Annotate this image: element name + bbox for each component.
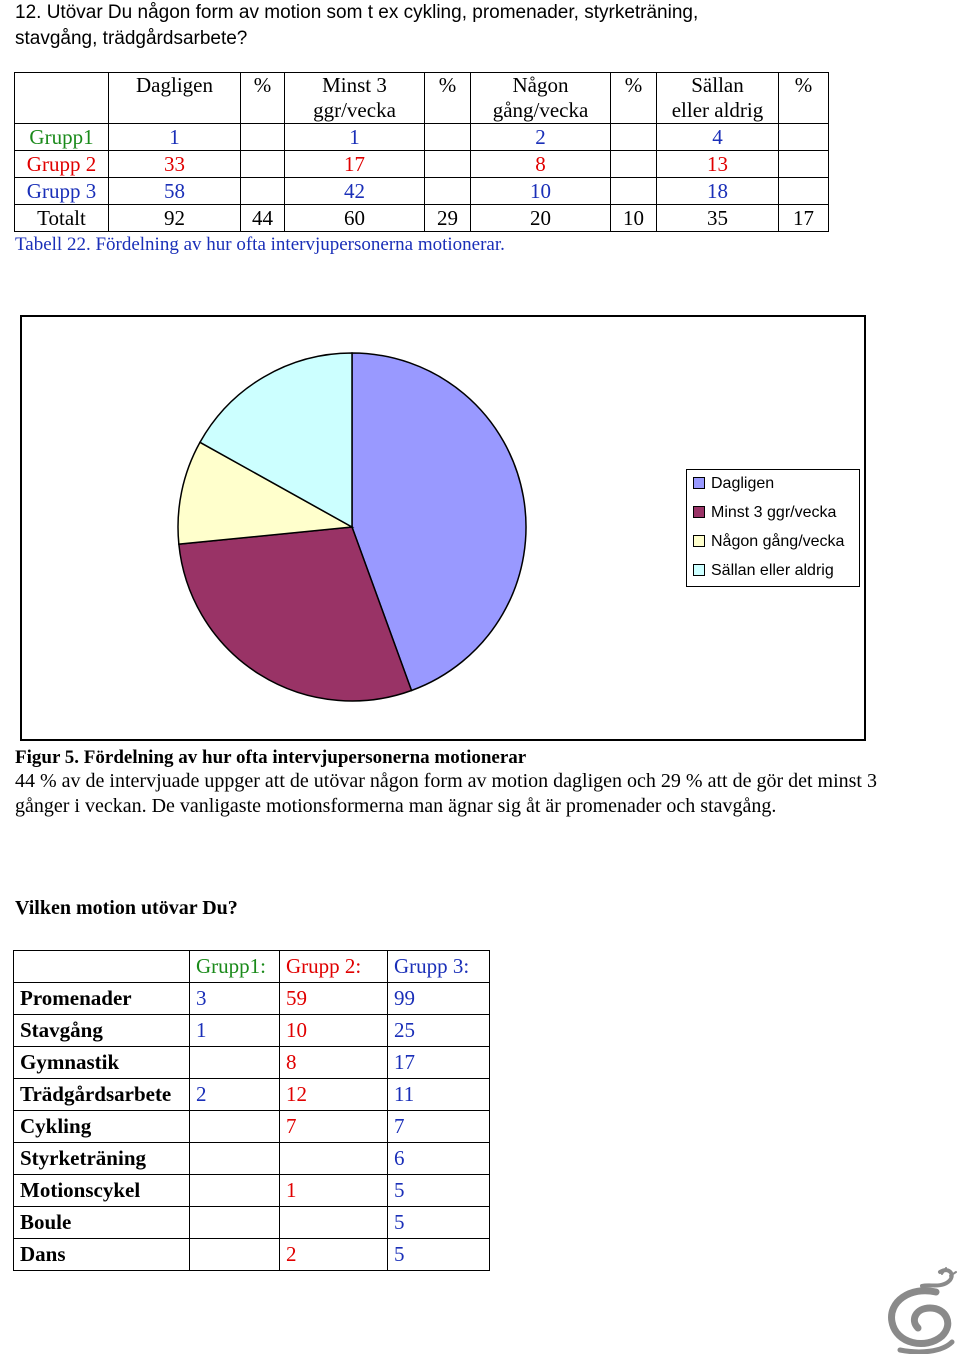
exercise-name: Stavgång xyxy=(14,1015,190,1047)
grupp1-value: 2 xyxy=(190,1079,280,1111)
exercise-name: Gymnastik xyxy=(14,1047,190,1079)
dragon-swirl-logo-icon xyxy=(880,1262,958,1354)
exercise-header-cell: Grupp 3: xyxy=(388,951,490,983)
exercise-name: Styrketräning xyxy=(14,1143,190,1175)
grupp2-value: 59 xyxy=(280,983,388,1015)
table-row-total xyxy=(15,205,829,232)
legend-item xyxy=(693,532,844,552)
row-label: Grupp1 xyxy=(15,124,109,151)
table-cell: 10 xyxy=(471,178,611,205)
legend-label: Dagligen xyxy=(711,475,775,492)
table-cell xyxy=(611,124,657,151)
freq-header-cell: % xyxy=(611,73,657,124)
body-paragraph: 44 % av de intervjuade uppger att de utövar någon form av motion dagligen och 29 % att de gör det minst 3 gånger i veckan. De vanligaste motionsformerna man ägnar sig åt är promenader och stavgång. xyxy=(15,770,877,817)
grupp1-value: 3 xyxy=(190,983,280,1015)
table-cell: 29 xyxy=(425,205,471,232)
legend-item xyxy=(693,474,774,494)
table-cell xyxy=(425,124,471,151)
table-row xyxy=(15,178,829,205)
freq-header-cell: Någon gång/vecka xyxy=(471,73,611,124)
exercise-name: Cykling xyxy=(14,1111,190,1143)
grupp3-value: 5 xyxy=(388,1175,490,1207)
table-cell: 42 xyxy=(285,178,425,205)
table-row xyxy=(14,1047,490,1079)
grupp3-value: 5 xyxy=(388,1207,490,1239)
frequency-table xyxy=(14,72,829,232)
freq-header-cell: % xyxy=(241,73,285,124)
table-cell: 58 xyxy=(109,178,241,205)
grupp2-value: 8 xyxy=(280,1047,388,1079)
table-cell: 10 xyxy=(611,205,657,232)
exercise-header-cell: Grupp 2: xyxy=(280,951,388,983)
section-title: Vilken motion utövar Du? xyxy=(15,897,238,919)
exercise-header-row xyxy=(14,951,490,983)
table-row xyxy=(14,1079,490,1111)
table-row xyxy=(14,1143,490,1175)
exercise-name: Dans xyxy=(14,1239,190,1271)
chart-legend xyxy=(686,469,860,587)
grupp3-value: 5 xyxy=(388,1239,490,1271)
table-cell: 17 xyxy=(285,151,425,178)
table-cell: 18 xyxy=(657,178,779,205)
grupp1-value xyxy=(190,1143,280,1175)
freq-header-cell: Minst 3 ggr/vecka xyxy=(285,73,425,124)
table-row xyxy=(14,1111,490,1143)
table-row xyxy=(14,1175,490,1207)
grupp1-value xyxy=(190,1111,280,1143)
legend-swatch xyxy=(693,477,705,489)
table-cell: 92 xyxy=(109,205,241,232)
grupp1-value xyxy=(190,1207,280,1239)
frequency-header-row xyxy=(15,73,829,124)
grupp3-value: 7 xyxy=(388,1111,490,1143)
freq-header-cell: Sällan eller aldrig xyxy=(657,73,779,124)
table-cell: 13 xyxy=(657,151,779,178)
grupp2-value: 1 xyxy=(280,1175,388,1207)
legend-label: Någon gång/vecka xyxy=(711,533,845,550)
table-cell: 8 xyxy=(471,151,611,178)
table-cell xyxy=(241,178,285,205)
grupp1-value xyxy=(190,1239,280,1271)
table-cell xyxy=(779,151,829,178)
exercise-header-cell xyxy=(14,951,190,983)
exercise-header-cell: Grupp1: xyxy=(190,951,280,983)
table-cell: 17 xyxy=(779,205,829,232)
legend-item xyxy=(693,561,834,581)
grupp3-value: 25 xyxy=(388,1015,490,1047)
grupp2-value: 12 xyxy=(280,1079,388,1111)
row-label: Grupp 2 xyxy=(15,151,109,178)
legend-swatch xyxy=(693,506,705,518)
table-cell: 35 xyxy=(657,205,779,232)
table-row xyxy=(14,1015,490,1047)
table-cell: 33 xyxy=(109,151,241,178)
table-row xyxy=(15,151,829,178)
table-cell xyxy=(241,151,285,178)
grupp3-value: 17 xyxy=(388,1047,490,1079)
table-cell: 1 xyxy=(109,124,241,151)
grupp3-value: 11 xyxy=(388,1079,490,1111)
table-row xyxy=(14,983,490,1015)
table-cell: 20 xyxy=(471,205,611,232)
table-cell xyxy=(611,151,657,178)
legend-item xyxy=(693,503,836,523)
table-row xyxy=(14,1239,490,1271)
table-cell xyxy=(779,124,829,151)
grupp3-value: 6 xyxy=(388,1143,490,1175)
grupp1-value xyxy=(190,1175,280,1207)
freq-header-cell: Dagligen xyxy=(109,73,241,124)
table-cell xyxy=(779,178,829,205)
exercise-name: Promenader xyxy=(14,983,190,1015)
figure-caption: Figur 5. Fördelning av hur ofta intervjupersonerna motionerar xyxy=(15,747,527,768)
table-cell: 2 xyxy=(471,124,611,151)
grupp1-value: 1 xyxy=(190,1015,280,1047)
table-caption: Tabell 22. Fördelning av hur ofta intervjupersonerna motionerar. xyxy=(15,234,505,255)
legend-label: Sällan eller aldrig xyxy=(711,562,834,579)
pie-chart xyxy=(20,315,866,741)
table-cell xyxy=(611,178,657,205)
table-cell xyxy=(425,178,471,205)
grupp1-value xyxy=(190,1047,280,1079)
freq-header-cell: % xyxy=(425,73,471,124)
legend-swatch xyxy=(693,535,705,547)
question-line-2: stavgång, trädgårdsarbete? xyxy=(15,28,248,49)
table-cell xyxy=(425,151,471,178)
grupp2-value: 2 xyxy=(280,1239,388,1271)
table-row xyxy=(14,1207,490,1239)
freq-header-cell xyxy=(15,73,109,124)
exercise-table-body xyxy=(14,983,490,1271)
table-cell: 4 xyxy=(657,124,779,151)
table-row xyxy=(15,124,829,151)
grupp2-value xyxy=(280,1143,388,1175)
grupp2-value xyxy=(280,1207,388,1239)
table-cell: 1 xyxy=(285,124,425,151)
exercise-table xyxy=(13,950,490,1271)
grupp2-value: 10 xyxy=(280,1015,388,1047)
table-cell: 44 xyxy=(241,205,285,232)
row-label: Totalt xyxy=(15,205,109,232)
grupp3-value: 99 xyxy=(388,983,490,1015)
legend-label: Minst 3 ggr/vecka xyxy=(711,504,837,521)
freq-header-cell: % xyxy=(779,73,829,124)
question-line-1: 12. Utövar Du någon form av motion som t ex cykling, promenader, styrketräning, xyxy=(15,2,699,23)
legend-swatch xyxy=(693,564,705,576)
grupp2-value: 7 xyxy=(280,1111,388,1143)
table-cell xyxy=(241,124,285,151)
exercise-name: Motionscykel xyxy=(14,1175,190,1207)
table-cell: 60 xyxy=(285,205,425,232)
question-title xyxy=(15,0,915,52)
exercise-name: Boule xyxy=(14,1207,190,1239)
row-label: Grupp 3 xyxy=(15,178,109,205)
exercise-name: Trädgårdsarbete xyxy=(14,1079,190,1111)
